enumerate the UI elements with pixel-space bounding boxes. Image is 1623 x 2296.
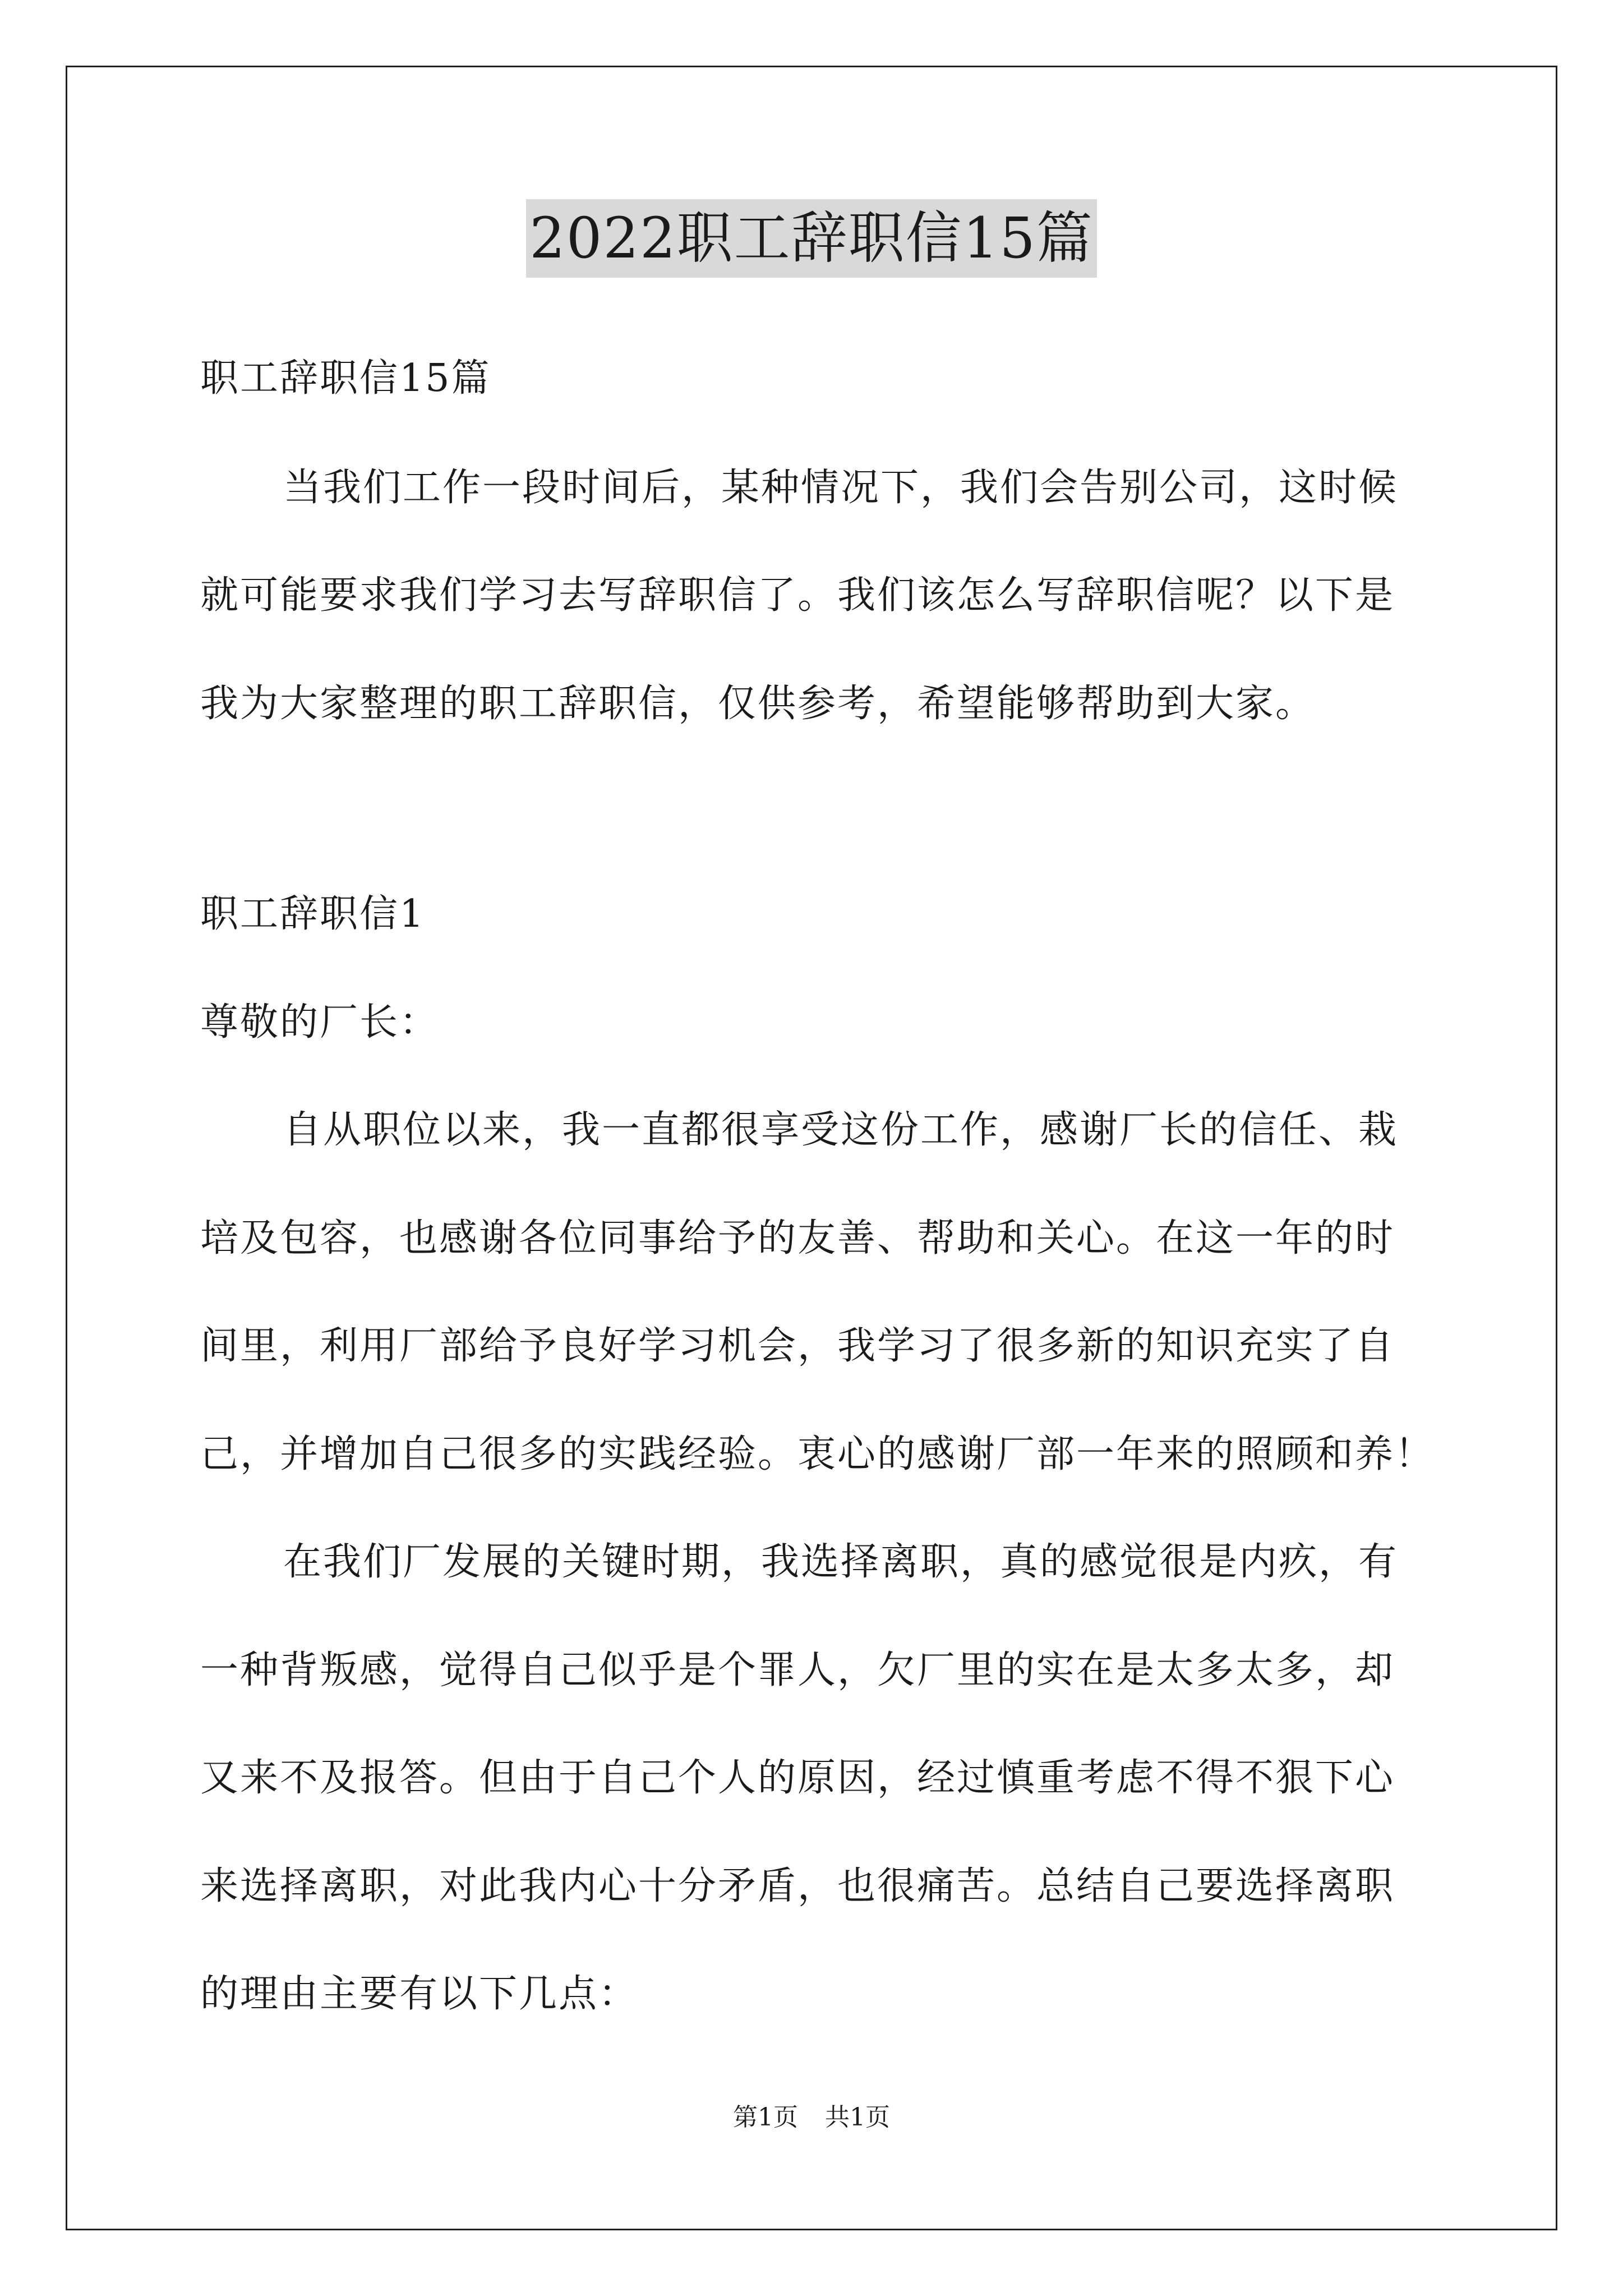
document-subtitle: 职工辞职信15篇	[200, 356, 491, 401]
paragraph-line: 自从职位以来，我一直都很享受这份工作，感谢厂长的信任、栽	[283, 1108, 1399, 1152]
paragraph-line: 来选择离职，对此我内心十分矛盾，也很痛苦。总结自己要选择离职	[200, 1864, 1395, 1908]
paragraph-line: 在我们厂发展的关键时期，我选择离职，真的感觉很是内疚，有	[283, 1540, 1399, 1584]
paragraph-line: 间里，利用厂部给予良好学习机会，我学习了很多新的知识充实了自	[200, 1324, 1395, 1368]
paragraph-line: 又来不及报答。但由于自己个人的原因，经过慎重考虑不得不狠下心	[200, 1756, 1395, 1800]
section-heading: 职工辞职信1	[200, 892, 426, 936]
intro-line: 当我们工作一段时间后，某种情况下，我们会告别公司，这时候	[283, 466, 1399, 510]
page-count: 共1页	[825, 2103, 890, 2132]
title-container	[0, 199, 1623, 278]
paragraph-line: 己，并增加自己很多的实践经验。衷心的感谢厂部一年来的照顾和养！	[200, 1432, 1435, 1476]
page-footer	[0, 2101, 1623, 2134]
salutation: 尊敬的厂长：	[200, 1000, 440, 1045]
paragraph-line: 的理由主要有以下几点：	[200, 1972, 639, 2016]
paragraph-line: 一种背叛感，觉得自己似乎是个罪人，欠厂里的实在是太多太多，却	[200, 1648, 1395, 1692]
document-title: 2022职工辞职信15篇	[526, 199, 1097, 278]
paragraph-line: 培及包容，也感谢各位同事给予的友善、帮助和关心。在这一年的时	[200, 1216, 1395, 1260]
intro-line: 就可能要求我们学习去写辞职信了。我们该怎么写辞职信呢？以下是	[200, 573, 1395, 618]
page-number: 第1页	[733, 2103, 798, 2132]
intro-line: 我为大家整理的职工辞职信，仅供参考，希望能够帮助到大家。	[200, 682, 1316, 726]
